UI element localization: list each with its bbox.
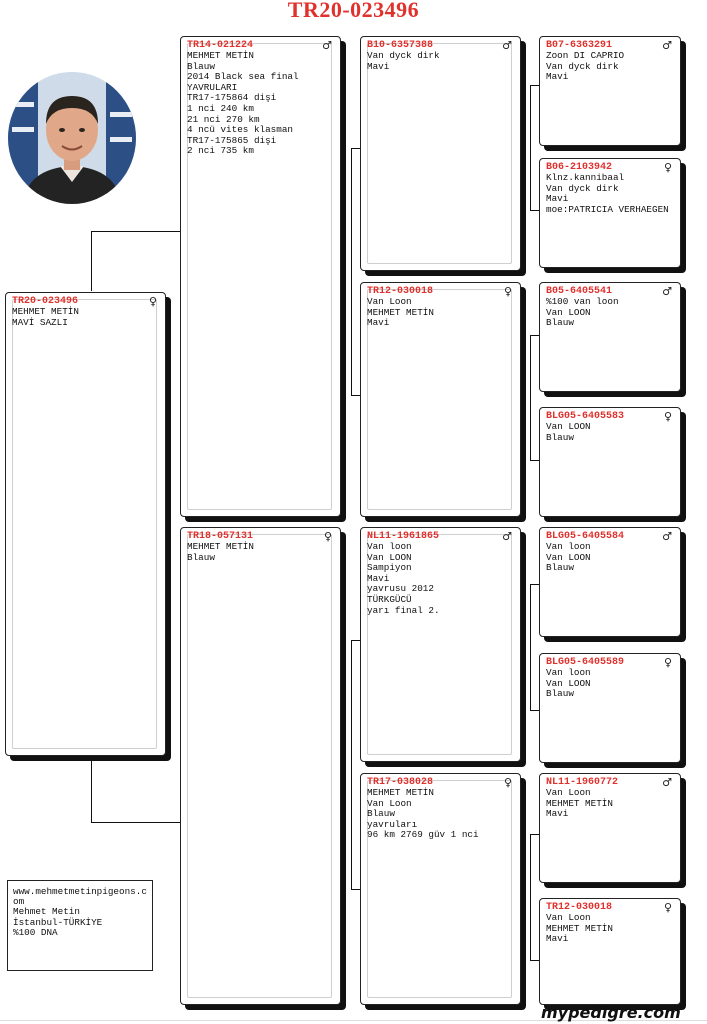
connector-line: [351, 889, 360, 890]
pigeon-detail: Van LOON: [546, 421, 591, 432]
ring-number: TR17-038028: [367, 777, 434, 788]
male-icon: ♂: [662, 285, 672, 298]
pigeon-detail: Blauw: [546, 317, 574, 329]
pigeon-detail: 2 nci 735 km: [187, 145, 254, 157]
pigeon-detail: Blauw: [546, 431, 574, 443]
connector-line: [530, 210, 539, 211]
female-icon: ♀: [663, 161, 672, 174]
great-grandparent-card[interactable]: [539, 527, 681, 637]
great-grandparent-card[interactable]: [539, 653, 681, 763]
dam-card[interactable]: [180, 527, 341, 1005]
pigeon-detail: Van Loon: [546, 912, 591, 923]
ring-number: B05-6405541: [546, 286, 613, 297]
pigeon-detail: Blauw: [187, 551, 215, 563]
connector-line: [530, 584, 531, 710]
connector-line: [530, 335, 531, 460]
connector-line: [351, 395, 360, 396]
ring-number: B06-2103942: [546, 162, 613, 173]
footer-brand[interactable]: mypedigre.com: [541, 1003, 681, 1022]
breeder-location: İstanbul-TÜRKİYE: [13, 916, 103, 928]
great-grandparent-card[interactable]: [539, 158, 681, 268]
ring-number: TR12-030018: [367, 286, 434, 297]
pigeon-detail: MAVİ SAZLI: [12, 316, 68, 328]
pigeon-detail: 1 nci 240 km: [187, 102, 254, 114]
dna-note: %100 DNA: [13, 926, 58, 938]
pigeon-detail: Blauw: [546, 688, 574, 700]
connector-line: [530, 834, 539, 835]
connector-line: [351, 148, 352, 396]
breeder-info-box: [7, 880, 153, 971]
ring-number: B07-6363291: [546, 40, 613, 51]
pigeon-detail: MEHMET METİN: [546, 797, 613, 809]
pigeon-detail: Van dyck dirk: [546, 60, 619, 72]
great-grandparent-card[interactable]: [539, 282, 681, 392]
ring-number: TR18-057131: [187, 531, 254, 542]
pigeon-detail: 96 km 2769 güv 1 nci: [367, 829, 479, 841]
pigeon-detail: Van LOON: [367, 551, 412, 563]
male-icon: ♂: [502, 39, 512, 52]
female-icon: ♀: [663, 656, 672, 669]
website-link[interactable]: www.mehmetmetinpigeons.com: [13, 886, 147, 908]
pigeon-detail: Van loon: [546, 667, 591, 678]
ring-number: TR20-023496: [12, 296, 79, 307]
ring-number: B10-6357388: [367, 40, 434, 51]
pigeon-detail: Van Loon: [367, 797, 412, 809]
male-icon: ♂: [502, 530, 512, 543]
pigeon-detail: Van loon: [546, 541, 591, 552]
pigeon-detail: yarı final 2.: [367, 604, 440, 616]
pigeon-detail: Van loon: [367, 541, 412, 552]
pigeon-detail: MEHMET METİN: [12, 306, 79, 317]
connector-line: [530, 460, 539, 461]
connector-line: [530, 85, 539, 86]
pigeon-detail: TR17-175864 dişi: [187, 92, 277, 104]
pigeon-detail: Mavi: [367, 572, 390, 584]
pigeon-detail: yavrusu 2012: [367, 583, 434, 595]
pigeon-detail: Mavi: [546, 808, 569, 820]
pigeon-detail: MEHMET METİN: [546, 922, 613, 934]
pigeon-detail: Blauw: [546, 562, 574, 574]
connector-line: [91, 231, 180, 232]
pigeon-detail: Van LOON: [546, 306, 591, 318]
pigeon-detail: MEHMET METİN: [187, 50, 254, 61]
pigeon-detail: Mavi: [367, 60, 390, 72]
pigeon-detail: Van Loon: [546, 787, 591, 798]
pigeon-detail: 4 ncü vites klasman: [187, 124, 294, 136]
connector-line: [91, 756, 92, 823]
pigeon-detail: Mavi: [546, 71, 569, 83]
pigeon-detail: MEHMET METİN: [367, 306, 434, 318]
pigeon-detail: YAVRULARI: [187, 81, 238, 93]
male-icon: ♂: [662, 776, 672, 789]
pigeon-detail: Van LOON: [546, 677, 591, 689]
pigeon-detail: %100 van loon: [546, 296, 619, 307]
connector-line: [530, 834, 531, 960]
pigeon-detail: MEHMET METİN: [187, 541, 254, 552]
connector-line: [351, 640, 352, 890]
ring-number: TR14-021224: [187, 40, 254, 51]
subject-card[interactable]: [5, 292, 166, 756]
female-icon: ♀: [503, 776, 512, 789]
connector-line: [351, 640, 360, 641]
connector-line: [530, 710, 539, 711]
pigeon-detail: TR17-175865 dişi: [187, 134, 277, 146]
pigeon-detail: moe:PATRICIA VERHAEGEN: [546, 203, 669, 215]
pigeon-detail: Van LOON: [546, 551, 591, 563]
connector-line: [530, 960, 539, 961]
male-icon: ♂: [322, 39, 332, 52]
pigeon-detail: Sampiyon: [367, 562, 412, 574]
female-icon: ♀: [148, 295, 157, 308]
grandsire-dam-card[interactable]: [360, 527, 521, 762]
pigeon-detail: Mavi: [367, 317, 390, 329]
female-icon: ♀: [503, 285, 512, 298]
grandsire-sire-card[interactable]: [360, 36, 521, 271]
female-icon: ♀: [663, 901, 672, 914]
pigeon-detail: 21 nci 270 km: [187, 113, 260, 125]
pigeon-detail: 2014 Black sea final: [187, 71, 299, 83]
pigeon-detail: Klnz.kannibaal: [546, 172, 625, 183]
pigeon-detail: Van dyck dirk: [367, 50, 440, 61]
pigeon-detail: yavruları: [367, 818, 418, 830]
great-grandparent-card[interactable]: [539, 898, 681, 1005]
granddam-dam-card[interactable]: [360, 773, 521, 1005]
owner-photo: [8, 72, 136, 204]
pigeon-detail: TÜRKGÜCÜ: [367, 593, 412, 605]
breeder-name: Mehmet Metin: [13, 906, 80, 918]
pigeon-detail: Mavi: [546, 933, 569, 945]
female-icon: ♀: [323, 530, 332, 543]
connector-line: [91, 231, 92, 291]
ring-number: NL11-1961865: [367, 531, 440, 542]
connector-line: [530, 584, 539, 585]
sire-card[interactable]: [180, 36, 341, 517]
pigeon-detail: Zoon DI CAPRIO: [546, 50, 625, 61]
great-grandparent-card[interactable]: [539, 773, 681, 883]
connector-line: [530, 335, 539, 336]
ring-number: TR12-030018: [546, 902, 613, 913]
male-icon: ♂: [662, 39, 672, 52]
pigeon-detail: Blauw: [367, 808, 395, 820]
male-icon: ♂: [662, 530, 672, 543]
ring-number: BLG05-6405583: [546, 411, 625, 422]
connector-line: [91, 822, 180, 823]
great-grandparent-card[interactable]: [539, 36, 681, 146]
pigeon-detail: Van Loon: [367, 296, 412, 307]
connector-line: [351, 148, 360, 149]
pigeon-detail: Van dyck dirk: [546, 182, 619, 194]
great-grandparent-card[interactable]: [539, 407, 681, 517]
page-title: TR20-023496: [287, 0, 420, 22]
pigeon-detail: Mavi: [546, 193, 569, 205]
pigeon-detail: Blauw: [187, 60, 215, 72]
female-icon: ♀: [663, 410, 672, 423]
granddam-sire-card[interactable]: [360, 282, 521, 517]
ring-number: BLG05-6405589: [546, 657, 625, 668]
ring-number: BLG05-6405584: [546, 531, 625, 542]
pigeon-detail: MEHMET METİN: [367, 787, 434, 798]
ring-number: NL11-1960772: [546, 777, 619, 788]
connector-line: [530, 85, 531, 210]
